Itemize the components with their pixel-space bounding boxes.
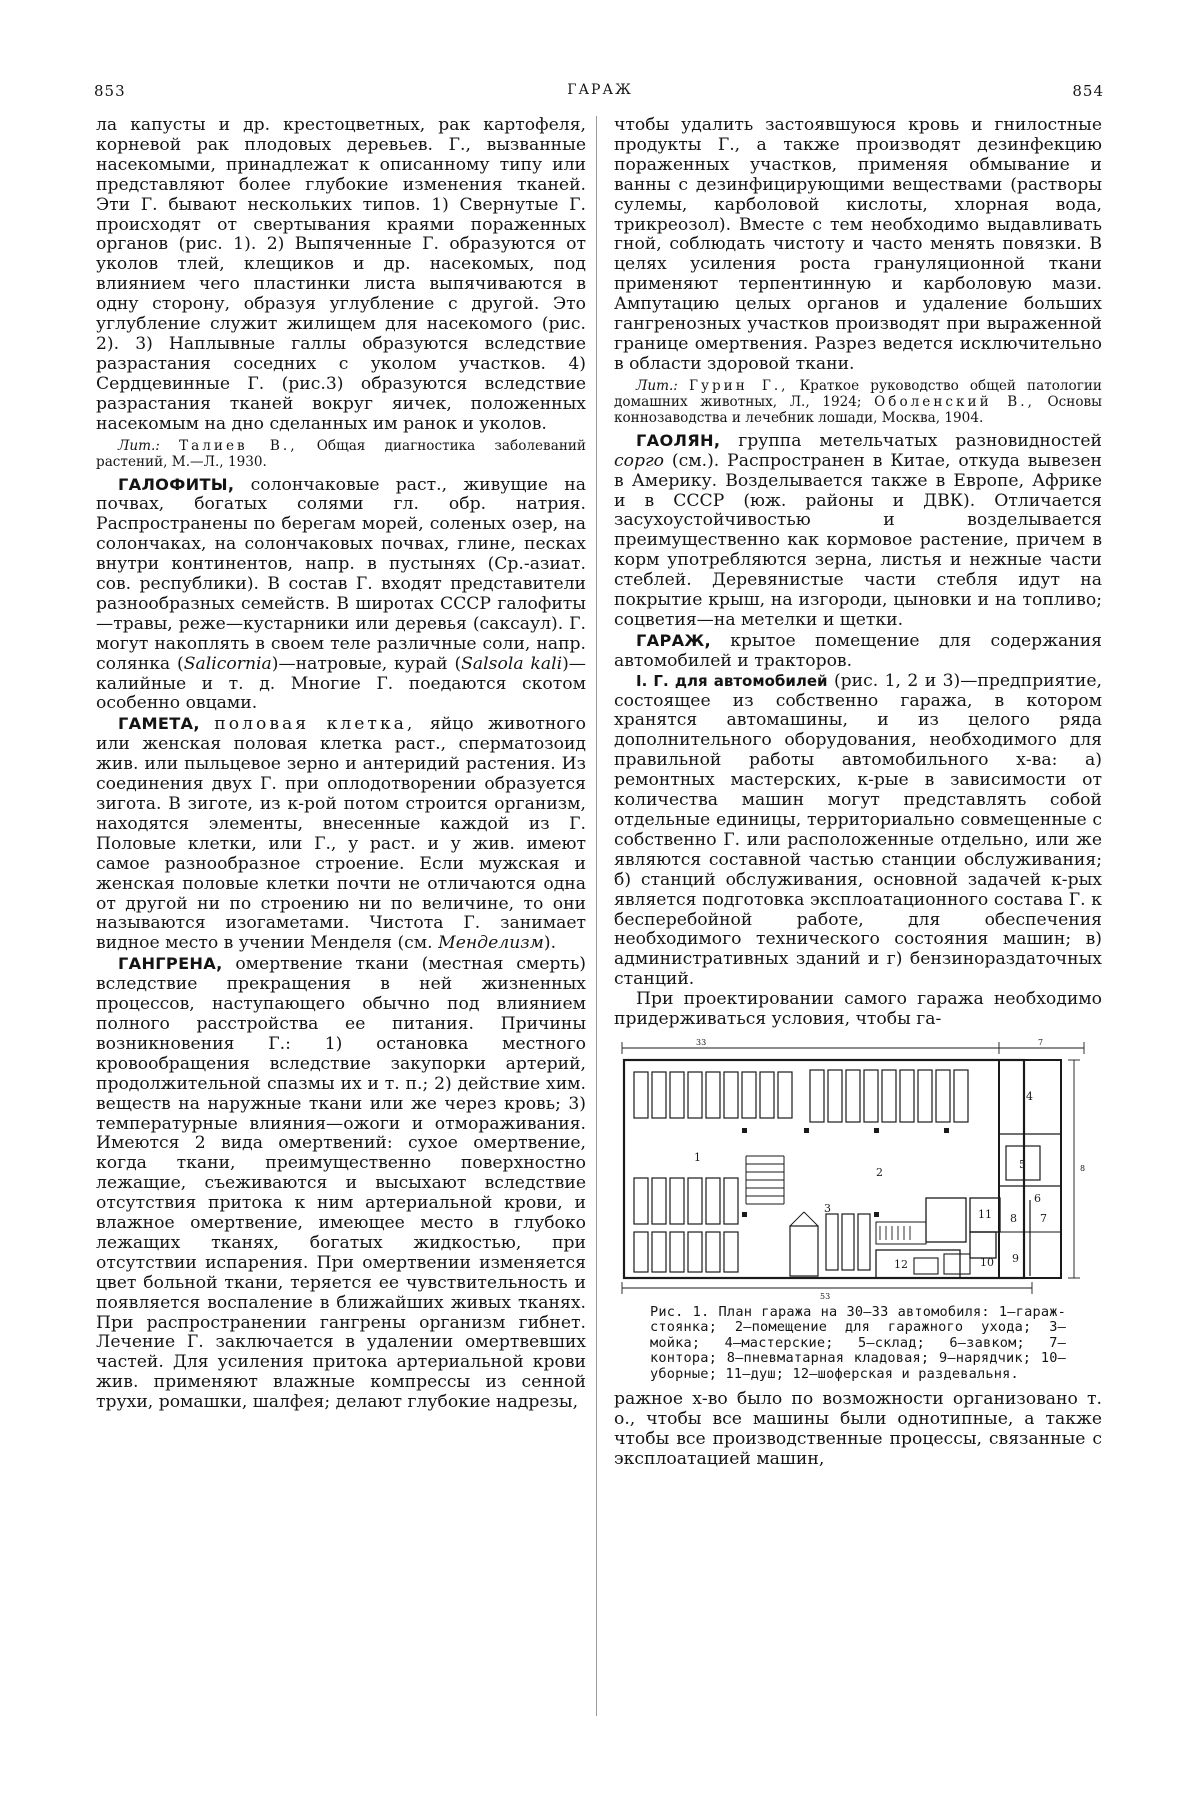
page-number-left: 853 [94,82,126,100]
dim-bottom: 53 [820,1291,831,1301]
spaced-term: половая клетка, [214,714,416,735]
cross-reference: Менделизм [438,933,544,954]
gangrene-entry [96,954,586,1413]
lit-text: Общая диагностика заболеваний растений, М.—Л., 1930. [96,437,586,470]
entry-text: )—калийные и т. д. Многие Г. поедаются скотом особенно овцами. [96,653,586,714]
garage-section-1 [614,672,1102,991]
gaolyan-entry [614,431,1102,631]
literature-galls [96,438,586,470]
entry-text: )—натровые, курай ( [271,653,462,674]
section-text: (рис. 1, 2 и 3)—предприятие, состоящее из собственно гаража, в котором хранятся автомашины, и из целого ряда дополнительного оборудования, необходимого для правильной работы автомобильного х-ва: а) ремонтных мастерских, к-рые в зависимости от количества машин могут представлять собой отдельные единицы, территориально совмещенные с собственно Г. или расположенные отдельно, или же являются составной частью станции обслуживания; б) станций обслуживания, основной задачей к-рых является подготовка эксплоатационного состава Г. к бесперебойной работе, для обеспечения необходимого технического состояния машин; в) административных зданий и г) бензинораздаточных станций. [614,670,1102,990]
dim-top-right: 7 [1038,1037,1044,1047]
plan-label-4: 4 [1026,1089,1033,1103]
entry-heading: ГАЛОФИТЫ, [118,474,235,494]
section-heading: I. Г. для автомобилей [636,671,828,690]
entry-heading: ГАОЛЯН, [636,430,721,450]
gangrene-continued: чтобы удалить застоявшуюся кровь и гнилостные продукты Г., а также производят дезинфекцию пораженных участков, применяя обмывание и ванны с дезинфицирующими веществами (растворы сулемы, карболовой кислоты, хлорная вода, трикреозол). Вместе с тем необходимо выдавливать гной, соблюдать чистоту и часто менять повязки. В целях усиления роста грануляционной ткани применяют терпентинную и карболовую мази. Ампутацию целых органов и удаление больших гангренозных участков производят при выраженной границе омертвения. Разрез ведется исключительно в области здоровой ткани. [614,115,1102,374]
lit-text: Основы коннозаводства и лечебник лошади, Москва, 1904. [614,393,1103,426]
garage-entry [614,631,1102,672]
entry-text: ). [543,933,557,954]
lit-label: Лит.: [118,437,160,454]
plan-label-8: 8 [1010,1211,1017,1225]
entry-text: крытое помещение для содержания автомобилей и тракторов. [614,630,1103,671]
entry-heading: ГАМЕТА, [118,714,200,734]
latin-term: Salicornia [183,653,272,674]
plan-label-12: 12 [894,1257,908,1271]
halophytes-entry [96,475,586,715]
lit-author: Гурин Г., [688,377,789,394]
entry-text: группа метельчатых разновидностей [738,430,1102,451]
right-column [614,116,1102,1470]
garage-plan-drawing [614,1036,1096,1303]
latin-term: Salsola kali [461,653,563,674]
entry-text: яйцо животного или женская половая клетка раст., сперматозоид жив. или пыльцевое зерно и антеридий растения. Из соединения двух Г. при оплодотворении образуется зигота. В зиготе, из к-рой потом строится организм, находятся элементы, внесенные каждой из Г. Половые клетки, или Г., у раст. и у жив. имеют самое разнообразное строение. Если мужская и женская половые клетки почти не отличаются одна от другой ни по строению ни по величине, то они называются изогаметами. Чистота Г. занимает видное место в учении Менделя (см. [96,714,586,954]
column-divider [596,116,597,1716]
figure-caption: Рис. 1. План гаража на 30—33 автомобиля: 1—гараж-стоянка; 2—помещение для гаражного ухода; 3—мойка; 4—мастерские; 5—склад; 6—завком; 7—контора; 8—пневматарная кладовая; 9—нарядчик; 10—уборные; 11—душ; 12—шоферская и раздевальня. [650,1303,1066,1382]
lit-author: Оболенский В., [874,393,1035,410]
literature-gangrene [614,378,1102,426]
plan-label-3: 3 [824,1201,831,1215]
dim-right: 8 [1080,1163,1086,1173]
entry-heading: ГАНГРЕНА, [118,954,223,974]
plan-label-1: 1 [694,1150,701,1164]
plan-label-10: 10 [980,1255,994,1269]
plan-label-9: 9 [1012,1251,1019,1265]
entry-text: солончаковые раст., живущие на почвах, богатых солями гл. обр. натрия. Распространены по берегам морей, соленых озер, на солончаках, на солончаковых почвах, глине, песках внутри континентов, напр. в пустынях (Ср.-азиат. сов. республики). В состав Г. входят представители разнообразных семейств. В широтах СССР галофиты—травы, реже—кустарники или деревья (саксаул). Г. могут накоплять в своем теле различные соли, напр. солянка ( [96,474,586,674]
garage-plan-figure [614,1036,1096,1303]
plan-label-6: 6 [1034,1191,1041,1205]
galls-paragraph: ла капусты и др. крестоцветных, рак картофеля, корневой рак плодовых деревьев. Г., вызванные насекомыми, принадлежат к описанному типу или представляют более глубокие изменения тканей. Эти Г. бывают нескольких типов. 1) Свернутые Г. происходят от свертывания краями пораженных органов (рис. 1). 2) Выпяченные Г. образуются от уколов тлей, клещиков и др. насекомых, под влиянием чего пластинки листа выпячиваются в одну сторону, образуя углубление с другой. Это углубление служит жилищем для насекомого (рис. 2). 3) Наплывные галлы образуются вследствие разрастания соседних с уколом участков. 4) Сердцевинные Г. (рис.3) образуются вследствие разрастания тканей вокруг яичек, положенных насекомым на дно сделанных им ранок и уколов. [96,115,586,434]
lit-label: Лит.: [636,377,678,394]
plan-label-5: 5 [1019,1157,1026,1171]
dim-top-left: 33 [696,1037,707,1047]
lit-author: Талиев В., [179,437,298,454]
gameta-entry [96,714,586,954]
cross-reference: сорго [614,450,665,471]
design-paragraph: При проектировании самого гаража необходимо придерживаться условия, чтобы га- [614,989,1102,1030]
running-head: ГАРАЖ [567,82,633,98]
plan-label-2: 2 [876,1165,883,1179]
plan-label-7: 7 [1040,1211,1047,1225]
left-column [96,116,586,1413]
plan-label-11: 11 [978,1207,992,1221]
entry-text: (см.). Распространен в Китае, откуда вывезен в Америку. Возделывается также в Европе, Африке и в СССР (юж. районы и ДВК). Отличается засухоустойчивостью и возделывается преимущественно как кормовое растение, причем в корм употребляются зерна, листья и нежные части стеблей. Деревянистые части стебля идут на покрытие крыш, на изгороди, цыновки и на топливо; соцветия—на метелки и щетки. [614,450,1103,630]
lit-text: Краткое руководство общей патологии домашних животных, Л., 1924; [614,377,1102,410]
garage-continuation: ражное х-во было по возможности организовано т. о., чтобы все машины были однотипные, а также чтобы все производственные процессы, связанные с эксплоатацией машин, [614,1389,1102,1470]
entry-heading: ГАРАЖ, [636,630,711,650]
entry-text: омертвение ткани (местная смерть) вследствие прекращения в ней жизненных процессов, наступающего обычно под влиянием полного расстройства ее питания. Причины возникновения Г.: 1) остановка местного кровообращения вследствие закупорки артерий, продолжительной спазмы их и т. п.; 2) действие хим. веществ на наружные ткани или же через кровь; 3) температурные влияния—ожоги и отмораживания. Имеются 2 вида омертвений: сухое омертвение, когда ткани, преимущественно поверхностно лежащие, съеживаются и высыхают вследствие отсутствия притока к ним артериальной крови, и влажное омертвение, имеющее место в глубоко лежащих тканях, богатых жидкостью, при отсутствии испарения. При омертвении изменяется цвет больной ткани, теряется ее чувствительность и появляется воспаление в ближайших живых тканях. При распространении гангрены организм гибнет. Лечение Г. заключается в удалении омертвевших частей. Для усиления притока артериальной крови жив. применяют влажные компрессы из сенной трухи, ромашки, шалфея; делают глубокие надрезы, [96,954,587,1413]
page-number-right: 854 [1072,82,1104,100]
